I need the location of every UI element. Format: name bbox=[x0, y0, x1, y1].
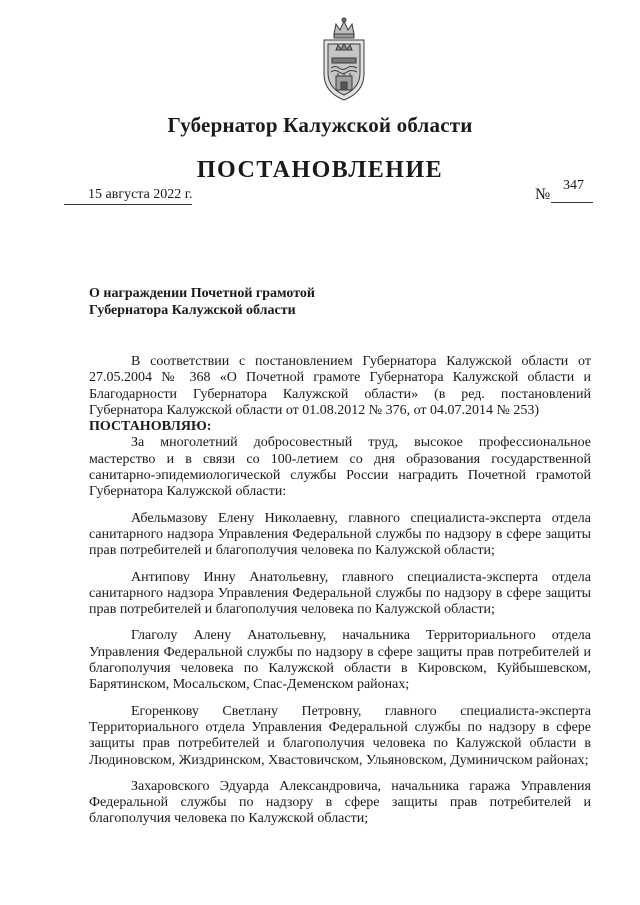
document-date: 15 августа 2022 г. bbox=[88, 187, 193, 202]
subject-line-2: Губернатора Калужской области bbox=[89, 303, 296, 318]
recipient-item: Антипову Инну Анатольевну, главного специалиста-эксперта отдела санитарного надзора Управления Федеральной службы по надзору в сфере защиты прав потребителей и благополучия человека по Калужской области; bbox=[89, 569, 591, 618]
award-paragraph: За многолетний добросовестный труд, высокое профессиональное мастерство и в связи со 100-летием со дня образования государственной санитарно-эпидемиологической службы России наградить Почетной грамотой Губернатора Калужской области: bbox=[89, 435, 591, 500]
date-underline bbox=[64, 204, 192, 205]
recipient-item: Захаровского Эдуарда Александровича, начальника гаража Управления Федеральной службы по надзору в сфере защиты прав потребителей и благополучия человека по Калужской области; bbox=[89, 778, 591, 827]
document-number-label: № bbox=[535, 186, 551, 203]
document-subject bbox=[89, 285, 389, 319]
coat-of-arms-icon bbox=[318, 16, 370, 104]
document-body bbox=[89, 354, 591, 828]
preamble-paragraph: В соответствии с постановлением Губернатора Калужской области от 27.05.2004 № 368 «О Почетной грамоте Губернатора Калужской области и Благодарности Губернатора Калужской области» (в ред. постановлений Губернатора Калужской области от 01.08.2012 № 376, от 04.07.2014 № 253) bbox=[89, 354, 591, 418]
document-type-heading: ПОСТАНОВЛЕНИЕ bbox=[196, 157, 444, 183]
recipient-item: Глаголу Алену Анатольевну, начальника Территориального отдела Управления Федеральной службы по надзору в сфере защиты прав потребителей и благополучия человека по Калужской области в Кировском, Куйбышевском, Барятинском, Мосальском, Спас-Деменском районах; bbox=[89, 628, 591, 693]
recipient-item: Егоренкову Светлану Петровну, главного специалиста-эксперта Территориального отдела Управления Федеральной службы по надзору в сфере защиты прав потребителей и благополучия человека по Калужской области в Людиновском, Жиздринском, Хвастовичском, Ульяновском, Думиничском районах; bbox=[89, 703, 591, 768]
recipient-item: Абельмазову Елену Николаевну, главного специалиста-эксперта отдела санитарного надзора Управления Федеральной службы по надзору в сфере защиты прав потребителей и благополучия человека по Калужской области; bbox=[89, 510, 591, 559]
document-number: 347 bbox=[563, 178, 584, 193]
decree-keyword: ПОСТАНОВЛЯЮ: bbox=[89, 419, 212, 435]
subject-line-1: О награждении Почетной грамотой bbox=[89, 286, 315, 301]
number-underline bbox=[551, 202, 593, 203]
office-title: Губернатор Калужской области bbox=[167, 113, 473, 137]
